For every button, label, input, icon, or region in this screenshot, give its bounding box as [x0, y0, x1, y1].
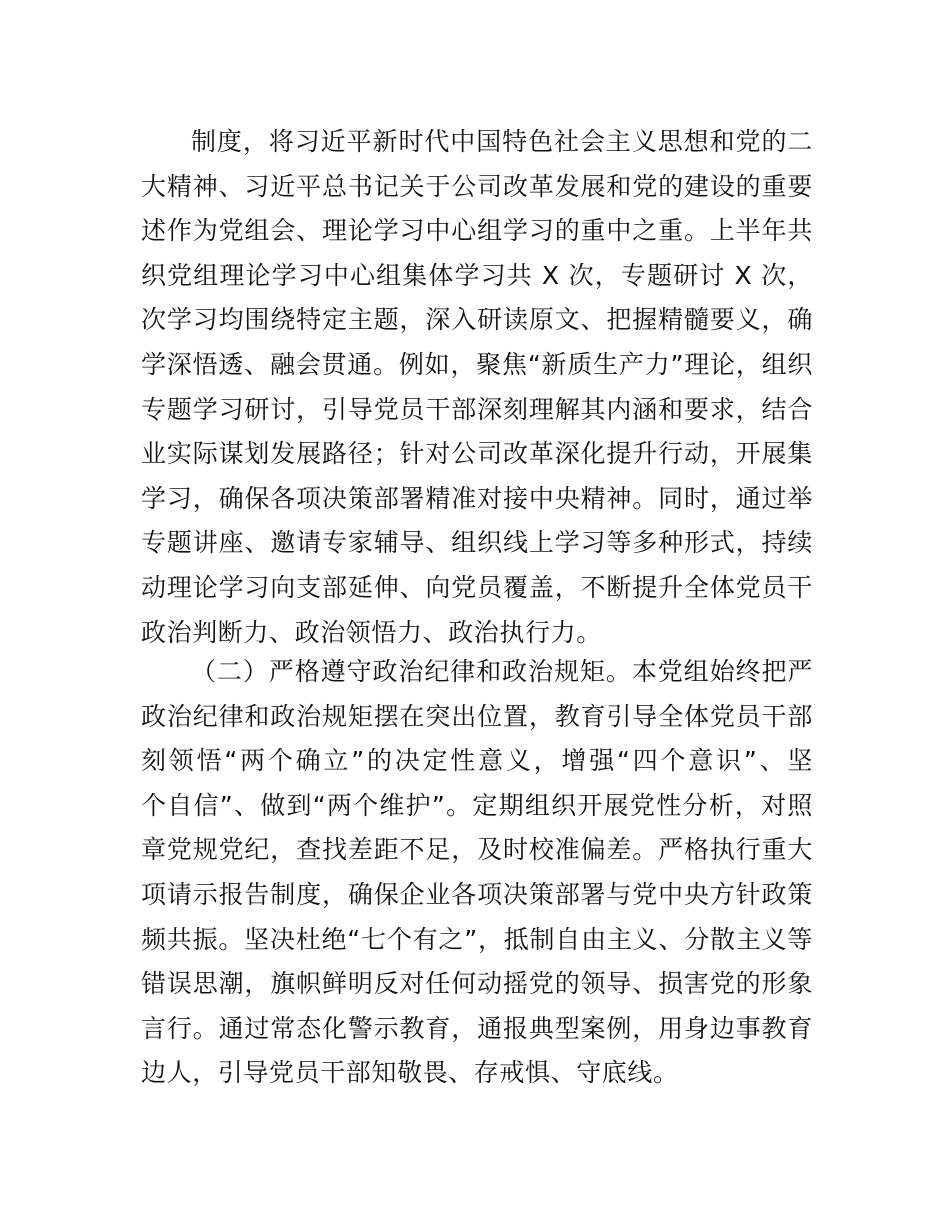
section-heading-line: （二）严格遵守政治纪律和政治规矩。本党组始终把严: [191, 657, 813, 686]
text-line: 错误思潮，旗帜鲜明反对任何动摇党的领导、损害党的形象: [141, 969, 813, 999]
text-line: 章党规党纪，查找差距不足，及时校准偏差。严格执行重大: [141, 835, 813, 865]
text-line: 业实际谋划发展路径；针对公司改革深化提升行动，开展集: [141, 439, 813, 469]
text-line: 个自信”、做到“两个维护”。定期组织开展党性分析，对照: [141, 790, 813, 820]
text-line: 织党组理论学习中心组集体学习共 X 次，专题研讨 X 次，: [141, 260, 813, 290]
text-line: 专题学习研讨，引导党员干部深刻理解其内涵和要求，结合: [141, 394, 813, 424]
text-line: 动理论学习向支部延伸、向党员覆盖，不断提升全体党员干: [141, 572, 813, 602]
text-line: 述作为党组会、理论学习中心组学习的重中之重。上半年共: [141, 216, 813, 246]
text-line: 学深悟透、融会贯通。例如，聚焦“新质生产力”理论，组织: [141, 349, 813, 379]
text-line: 学习，确保各项决策部署精准对接中央精神。同时，通过举: [141, 483, 813, 513]
paragraph-political-discipline: [141, 650, 813, 1096]
text-line: 大精神、习近平总书记关于公司改革发展和党的建设的重要: [141, 171, 813, 201]
text-line: 边人，引导党员干部知敬畏、存戒惧、守底线。: [141, 1058, 679, 1088]
text-line: 言行。通过常态化警示教育，通报典型案例，用身边事教育: [141, 1013, 813, 1043]
text-line: 政治纪律和政治规矩摆在突出位置，教育引导全体党员干部: [141, 701, 813, 731]
text-line: 频共振。坚决杜绝“七个有之”，抵制自由主义、分散主义等: [141, 924, 813, 954]
paragraph-theory-study: [141, 120, 813, 655]
text-line: 政治判断力、政治领悟力、政治执行力。: [141, 617, 602, 647]
text-line: 刻领悟“两个确立”的决定性意义，增强“四个意识”、坚: [141, 746, 813, 776]
text-line: 项请示报告制度，确保企业各项决策部署与党中央方针政策: [141, 879, 813, 909]
text-line: 专题讲座、邀请专家辅导、组织线上学习等多种形式，持续: [141, 528, 813, 558]
text-line: 次学习均围绕特定主题，深入研读原文、把握精髓要义，确: [141, 305, 813, 335]
text-line: 制度，将习近平新时代中国特色社会主义思想和党的二: [191, 127, 813, 156]
